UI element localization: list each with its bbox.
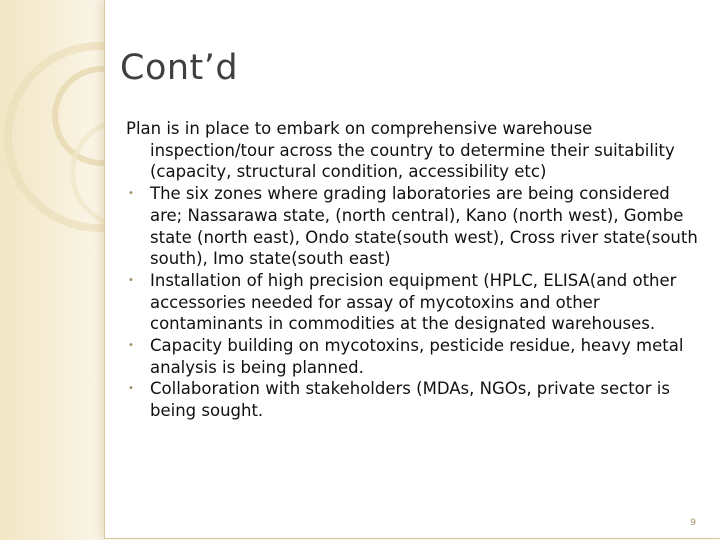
bullet-text: Capacity building on mycotoxins, pesticide residue, heavy metal analysis is being planned. <box>150 336 684 377</box>
bullet-item <box>126 378 700 421</box>
page-number: 9 <box>690 518 696 528</box>
bullet-item <box>126 183 700 270</box>
bullet-icon: • <box>128 188 134 200</box>
bullet-text: Installation of high precision equipment (HPLC, ELISA(and other accessories needed for assay of mycotoxins and other contaminants in commodities at the designated warehouses. <box>150 270 677 334</box>
bullet-item <box>126 270 700 335</box>
bullet-icon: • <box>128 274 134 286</box>
bullet-icon: • <box>128 340 134 352</box>
slide-title: Cont’d <box>120 48 239 88</box>
slide-body <box>126 118 700 422</box>
bullet-text: Collaboration with stakeholders (MDAs, NGOs, private sector is being sought. <box>150 379 670 421</box>
bullet-item <box>126 335 700 378</box>
intro-paragraph: Plan is in place to embark on comprehensive warehouse inspection/tour across the country to determine their suitability (capacity, structural condition, accessibility etc) <box>126 119 675 182</box>
bullet-text: The six zones where grading laboratories are being considered are; Nassarawa state, (north central), Kano (north west), Gombe state (north east), Ondo state(south west), Cross river state(south south), Imo state(south east) <box>150 184 698 269</box>
bullet-icon: • <box>128 383 134 395</box>
